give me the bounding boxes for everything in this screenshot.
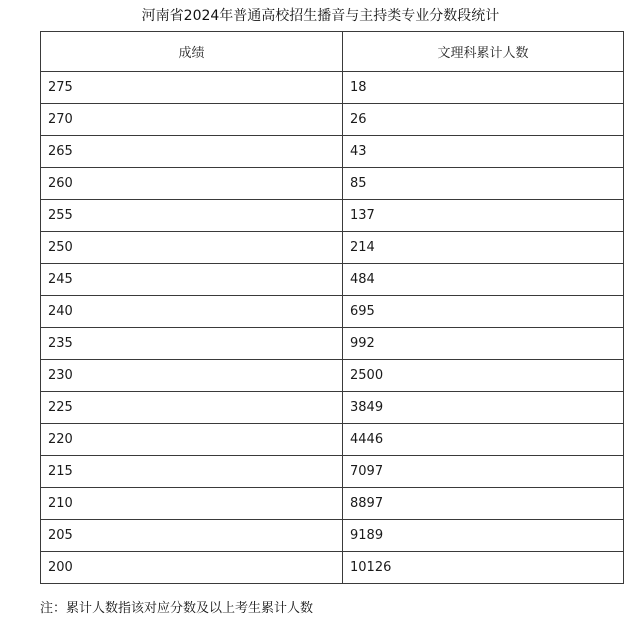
score-cell: 220 [41,424,343,456]
count-cell: 43 [343,136,624,168]
count-cell: 2500 [343,360,624,392]
count-cell: 85 [343,168,624,200]
table-row [41,72,624,104]
score-cell: 245 [41,264,343,296]
score-distribution-table [40,31,624,584]
count-cell: 992 [343,328,624,360]
score-cell: 205 [41,520,343,552]
table-row [41,232,624,264]
score-cell: 255 [41,200,343,232]
score-cell: 215 [41,456,343,488]
score-cell: 260 [41,168,343,200]
table-row [41,200,624,232]
table-row [41,168,624,200]
count-cell: 7097 [343,456,624,488]
count-cell: 18 [343,72,624,104]
count-cell: 3849 [343,392,624,424]
count-cell: 10126 [343,552,624,584]
score-cell: 225 [41,392,343,424]
score-cell: 270 [41,104,343,136]
table-row [41,264,624,296]
score-cell: 200 [41,552,343,584]
score-cell: 240 [41,296,343,328]
table-header-row [41,32,624,72]
count-cell: 137 [343,200,624,232]
count-cell: 26 [343,104,624,136]
table-row [41,104,624,136]
table-row [41,456,624,488]
table-row [41,520,624,552]
table-row [41,136,624,168]
count-cell: 484 [343,264,624,296]
score-cell: 275 [41,72,343,104]
header-cumulative-count: 文理科累计人数 [343,32,624,72]
count-cell: 9189 [343,520,624,552]
table-row [41,488,624,520]
table-row [41,296,624,328]
table-row [41,392,624,424]
page-title: 河南省2024年普通高校招生播音与主持类专业分数段统计 [141,8,500,24]
footnote: 注：累计人数指该对应分数及以上考生累计人数 [40,601,314,616]
score-cell: 250 [41,232,343,264]
count-cell: 8897 [343,488,624,520]
score-cell: 235 [41,328,343,360]
header-score: 成绩 [41,32,343,72]
table-row [41,360,624,392]
score-cell: 265 [41,136,343,168]
table-row [41,424,624,456]
table-row [41,328,624,360]
table-row [41,552,624,584]
score-cell: 210 [41,488,343,520]
score-cell: 230 [41,360,343,392]
count-cell: 4446 [343,424,624,456]
count-cell: 695 [343,296,624,328]
count-cell: 214 [343,232,624,264]
